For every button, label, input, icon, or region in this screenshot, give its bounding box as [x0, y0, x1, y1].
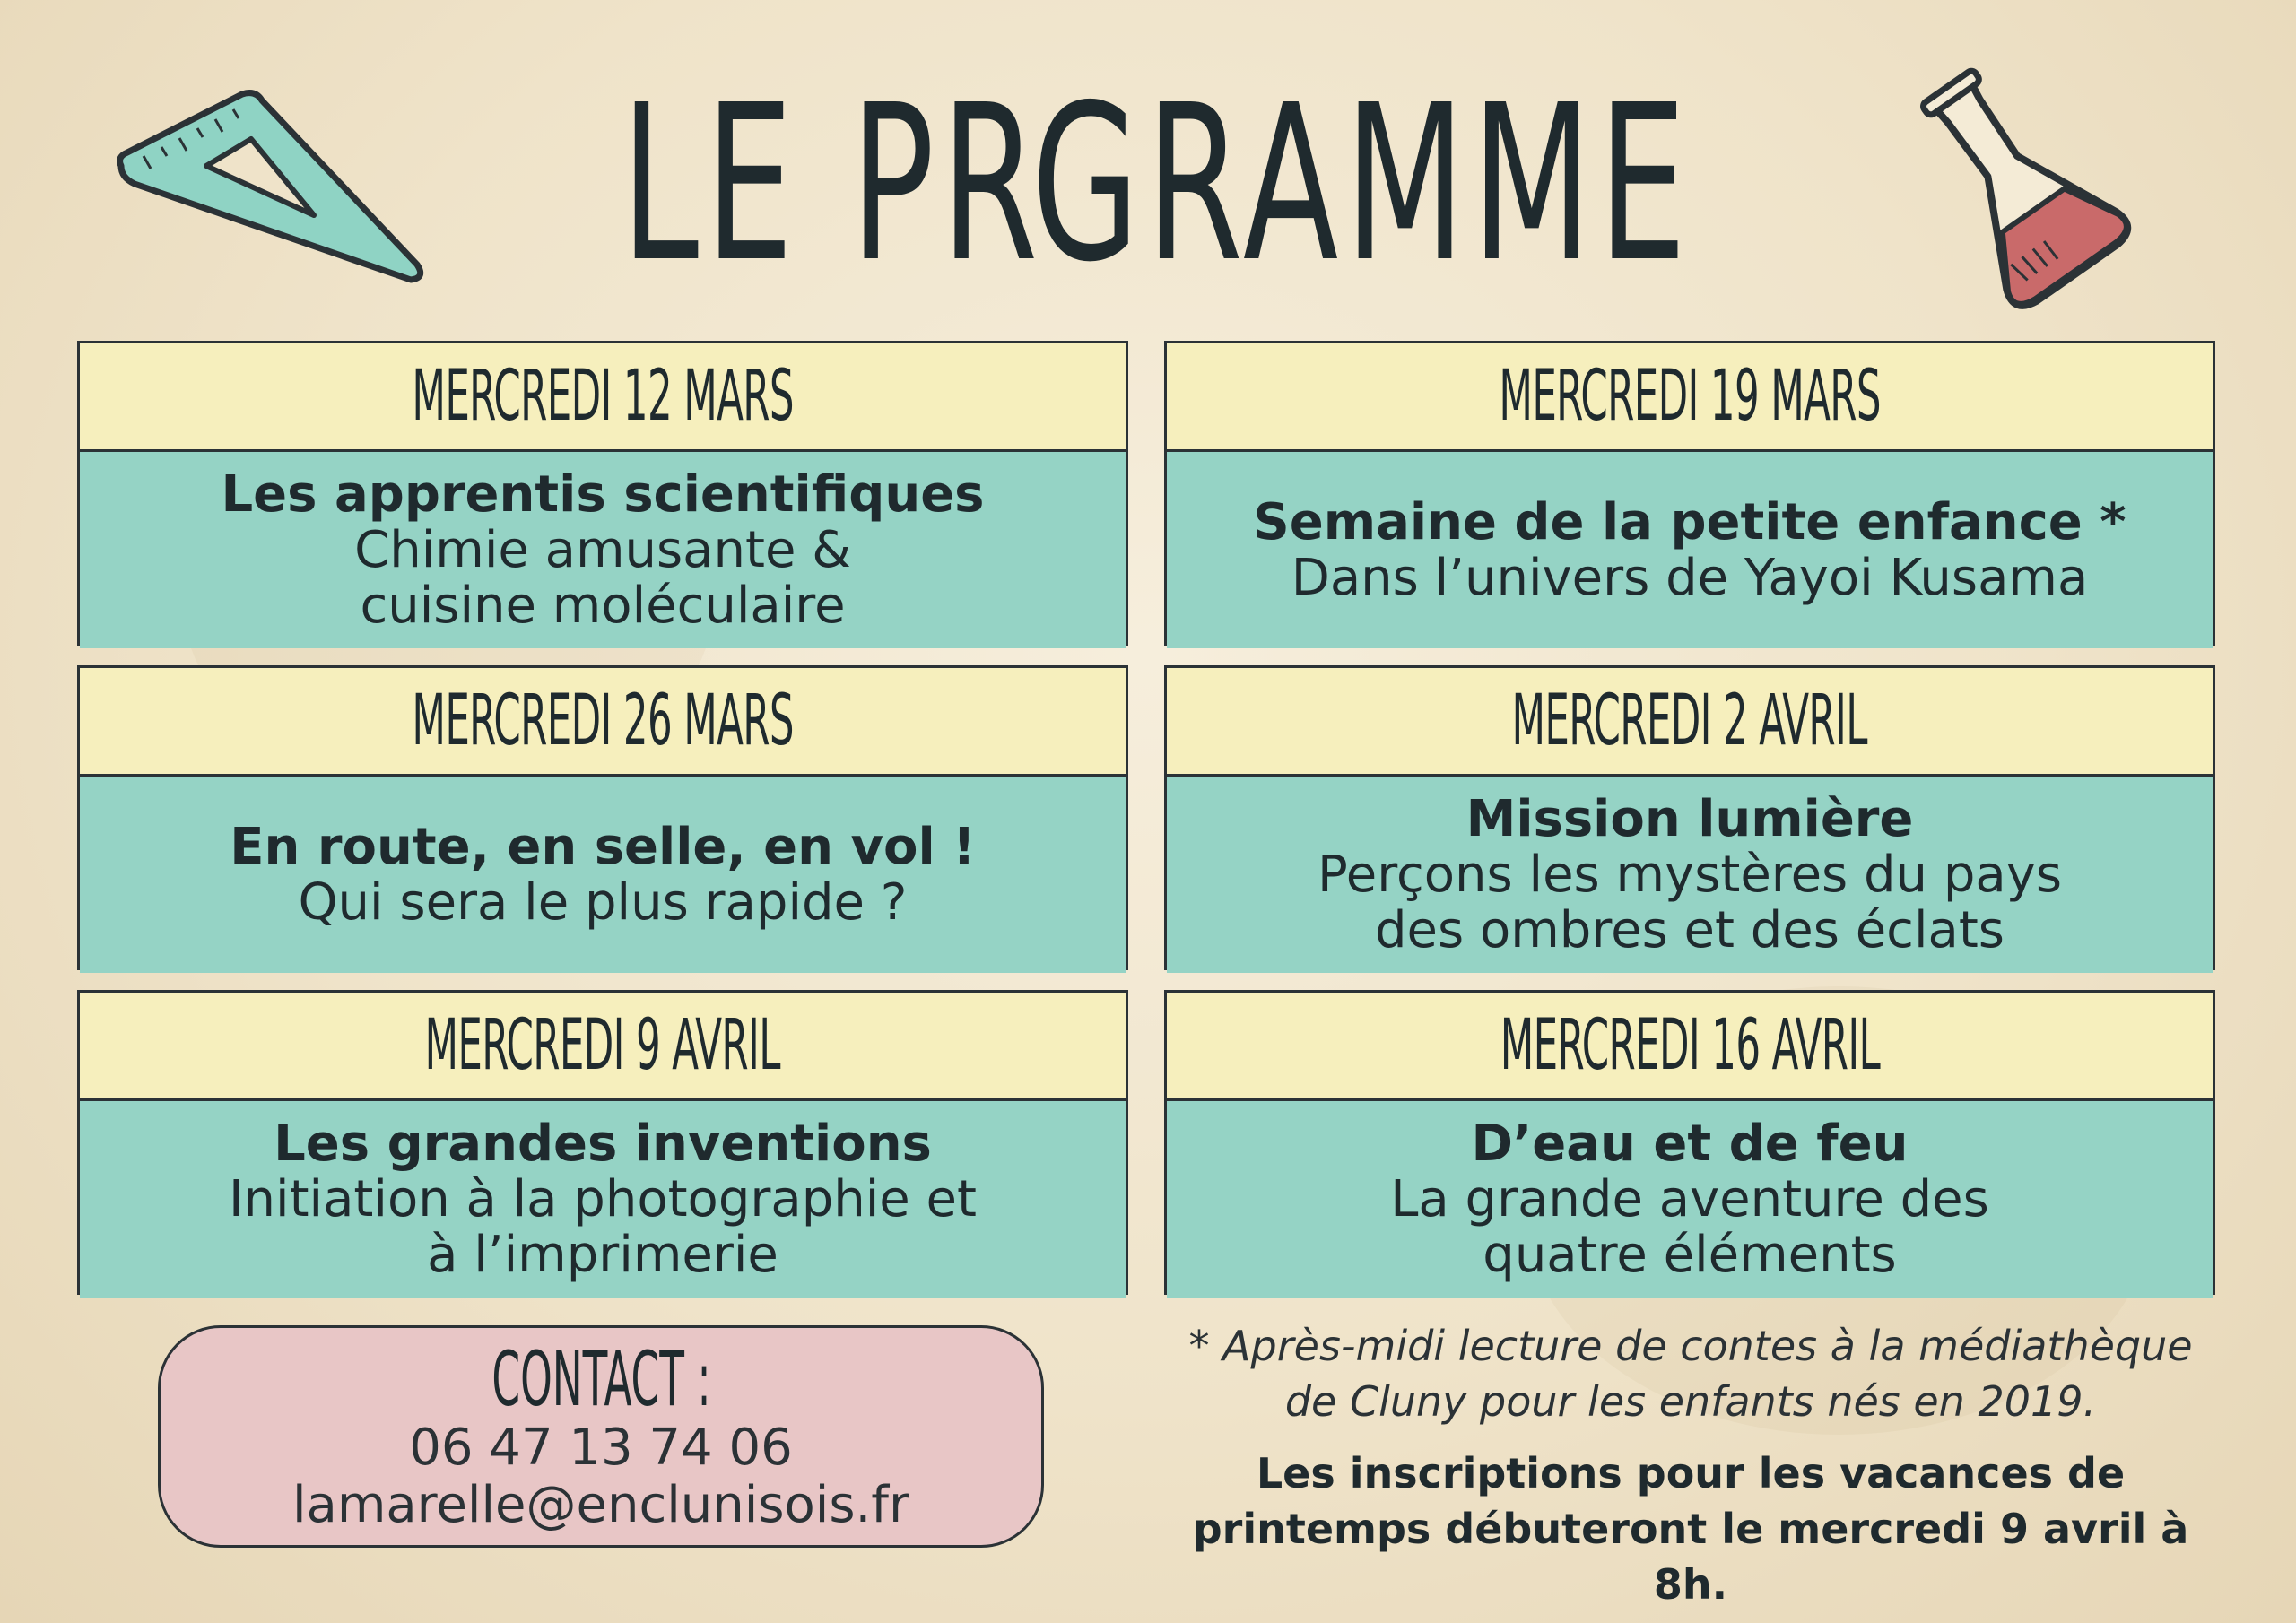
footnote: * Après-midi lecture de contes à la médiathèque de Cluny pour les enfants nés en 2019. — [1188, 1322, 2193, 1426]
session-card — [77, 665, 1128, 970]
contact-label: CONTACT : — [491, 1335, 711, 1423]
session-subtitle: Qui sera le plus rapide ? — [298, 872, 908, 932]
session-date: MERCREDI 19 MARS — [1167, 343, 2213, 452]
session-body — [1167, 777, 2213, 973]
session-title: D’eau et de feu — [1471, 1114, 1909, 1173]
session-body — [80, 777, 1126, 973]
title-start: LE PR — [621, 58, 1045, 309]
session-subtitle: Initiation à la photographie et à l’imprimerie — [229, 1169, 977, 1284]
session-card — [1164, 990, 2215, 1295]
session-card — [77, 990, 1128, 1295]
session-date: MERCREDI 2 AVRIL — [1167, 668, 2213, 777]
session-body — [80, 1101, 1126, 1298]
session-subtitle: La grande aventure des quatre éléments — [1390, 1169, 1989, 1284]
session-date: MERCREDI 12 MARS — [80, 343, 1126, 452]
session-title: Semaine de la petite enfance * — [1253, 492, 2126, 551]
session-subtitle: Perçons les mystères du pays des ombres et des éclats — [1317, 845, 2063, 959]
title-end: GRAMME — [1031, 58, 1693, 309]
session-body — [1167, 1101, 2213, 1298]
session-subtitle: Dans l’univers de Yayoi Kusama — [1291, 548, 2089, 607]
session-title: Les grandes inventions — [274, 1114, 932, 1173]
session-card — [77, 341, 1128, 646]
registration-notice: Les inscriptions pour les vacances de printemps débuteront le mercredi 9 avril à 8h. — [1192, 1449, 2189, 1609]
session-card — [1164, 665, 2215, 970]
contact-phone[interactable]: 06 47 13 74 06 — [409, 1419, 793, 1477]
session-card — [1164, 341, 2215, 646]
session-subtitle: Chimie amusante & cuisine moléculaire — [354, 520, 851, 635]
session-title: En route, en selle, en vol ! — [230, 817, 976, 876]
flask-icon — [1883, 54, 2152, 323]
session-date: MERCREDI 9 AVRIL — [80, 993, 1126, 1101]
triangle-ruler-icon — [108, 81, 448, 296]
session-date: MERCREDI 26 MARS — [80, 668, 1126, 777]
session-body — [1167, 452, 2213, 648]
contact-box — [158, 1325, 1044, 1548]
contact-email[interactable]: lamarelle@enclunisois.fr — [291, 1476, 910, 1534]
session-date: MERCREDI 16 AVRIL — [1167, 993, 2213, 1101]
session-title: Les apprentis scientifiques — [221, 464, 985, 524]
session-title: Mission lumière — [1465, 789, 1914, 848]
page-title — [621, 54, 1693, 314]
session-body — [80, 452, 1126, 648]
